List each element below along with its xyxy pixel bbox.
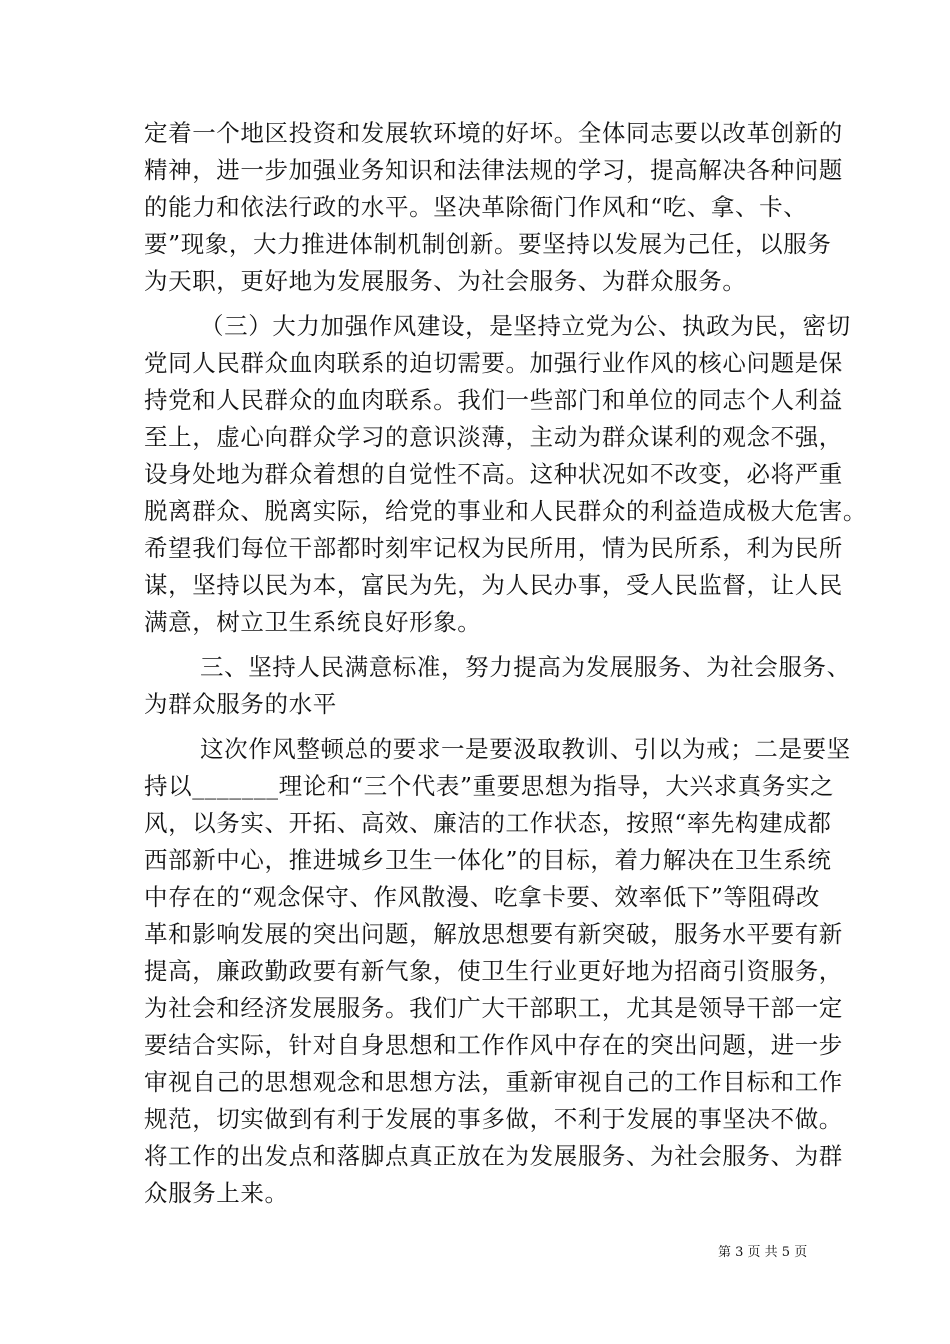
text-line: 中存在的“观念保守、作风散漫、吃拿卡要、效率低下”等阻碍改 <box>144 883 820 911</box>
text-line: 至上，虚心向群众学习的意识淡薄，主动为群众谋利的观念不强， <box>144 423 843 451</box>
text-line: 革和影响发展的突出问题，解放思想要有新突破，服务水平要有新 <box>144 920 843 948</box>
text-line: 规范，切实做到有利于发展的事多做，不利于发展的事坚决不做。 <box>144 1105 843 1133</box>
section-heading-line: 三、坚持人民满意标准，努力提高为发展服务、为社会服务、 <box>200 653 851 681</box>
text-line: 谋，坚持以民为本，富民为先，为人民办事，受人民监督，让人民 <box>144 571 843 599</box>
text-line: 为社会和经济发展服务。我们广大干部职工，尤其是领导干部一定 <box>144 994 843 1022</box>
text-line: 要结合实际，针对自身思想和工作作风中存在的突出问题，进一步 <box>144 1031 843 1059</box>
text-line: 西部新中心，推进城乡卫生一体化”的目标，着力解决在卫生系统 <box>144 846 832 874</box>
text-line: 风，以务实、开拓、高效、廉洁的工作状态，按照“率先构建成都 <box>144 809 832 837</box>
page-number-footer: 第 3 页 共 5 页 <box>718 1245 808 1260</box>
text-line: 精神，进一步加强业务知识和法律法规的学习，提高解决各种问题 <box>144 156 843 184</box>
text-line: 满意，树立卫生系统良好形象。 <box>144 608 482 636</box>
paragraph-first-line: （三）大力加强作风建设，是坚持立党为公、执政为民，密切 <box>200 312 851 340</box>
section-heading-line: 为群众服务的水平 <box>144 690 337 718</box>
text-line: 希望我们每位干部都时刻牢记权为民所用，情为民所系，利为民所 <box>144 534 843 562</box>
text-line: 党同人民群众血肉联系的迫切需要。加强行业作风的核心问题是保 <box>144 349 843 377</box>
text-line: 要”现象，大力推进体制机制创新。要坚持以发展为己任，以服务 <box>144 230 832 258</box>
text-line: 审视自己的思想观念和思想方法，重新审视自己的工作目标和工作 <box>144 1068 843 1096</box>
text-line: 定着一个地区投资和发展软环境的好坏。全体同志要以改革创新的 <box>144 119 843 147</box>
text-line: 脱离群众、脱离实际，给党的事业和人民群众的利益造成极大危害。 <box>144 497 867 525</box>
text-line: 的能力和依法行政的水平。坚决革除衙门作风和“吃、拿、卡、 <box>144 193 808 221</box>
text-line: 设身处地为群众着想的自觉性不高。这种状况如不改变，必将严重 <box>144 460 843 488</box>
text-line: 提高，廉政勤政要有新气象，使卫生行业更好地为招商引资服务， <box>144 957 843 985</box>
text-line: 为天职，更好地为发展服务、为社会服务、为群众服务。 <box>144 267 747 295</box>
text-line: 众服务上来。 <box>144 1179 289 1207</box>
text-line: 持党和人民群众的血肉联系。我们一些部门和单位的同志个人利益 <box>144 386 843 414</box>
text-line: 持以_______理论和“三个代表”重要思想为指导，大兴求真务实之 <box>144 772 835 800</box>
text-line: 将工作的出发点和落脚点真正放在为发展服务、为社会服务、为群 <box>144 1142 843 1170</box>
paragraph-first-line: 这次作风整顿总的要求一是要汲取教训、引以为戒；二是要坚 <box>200 735 851 763</box>
